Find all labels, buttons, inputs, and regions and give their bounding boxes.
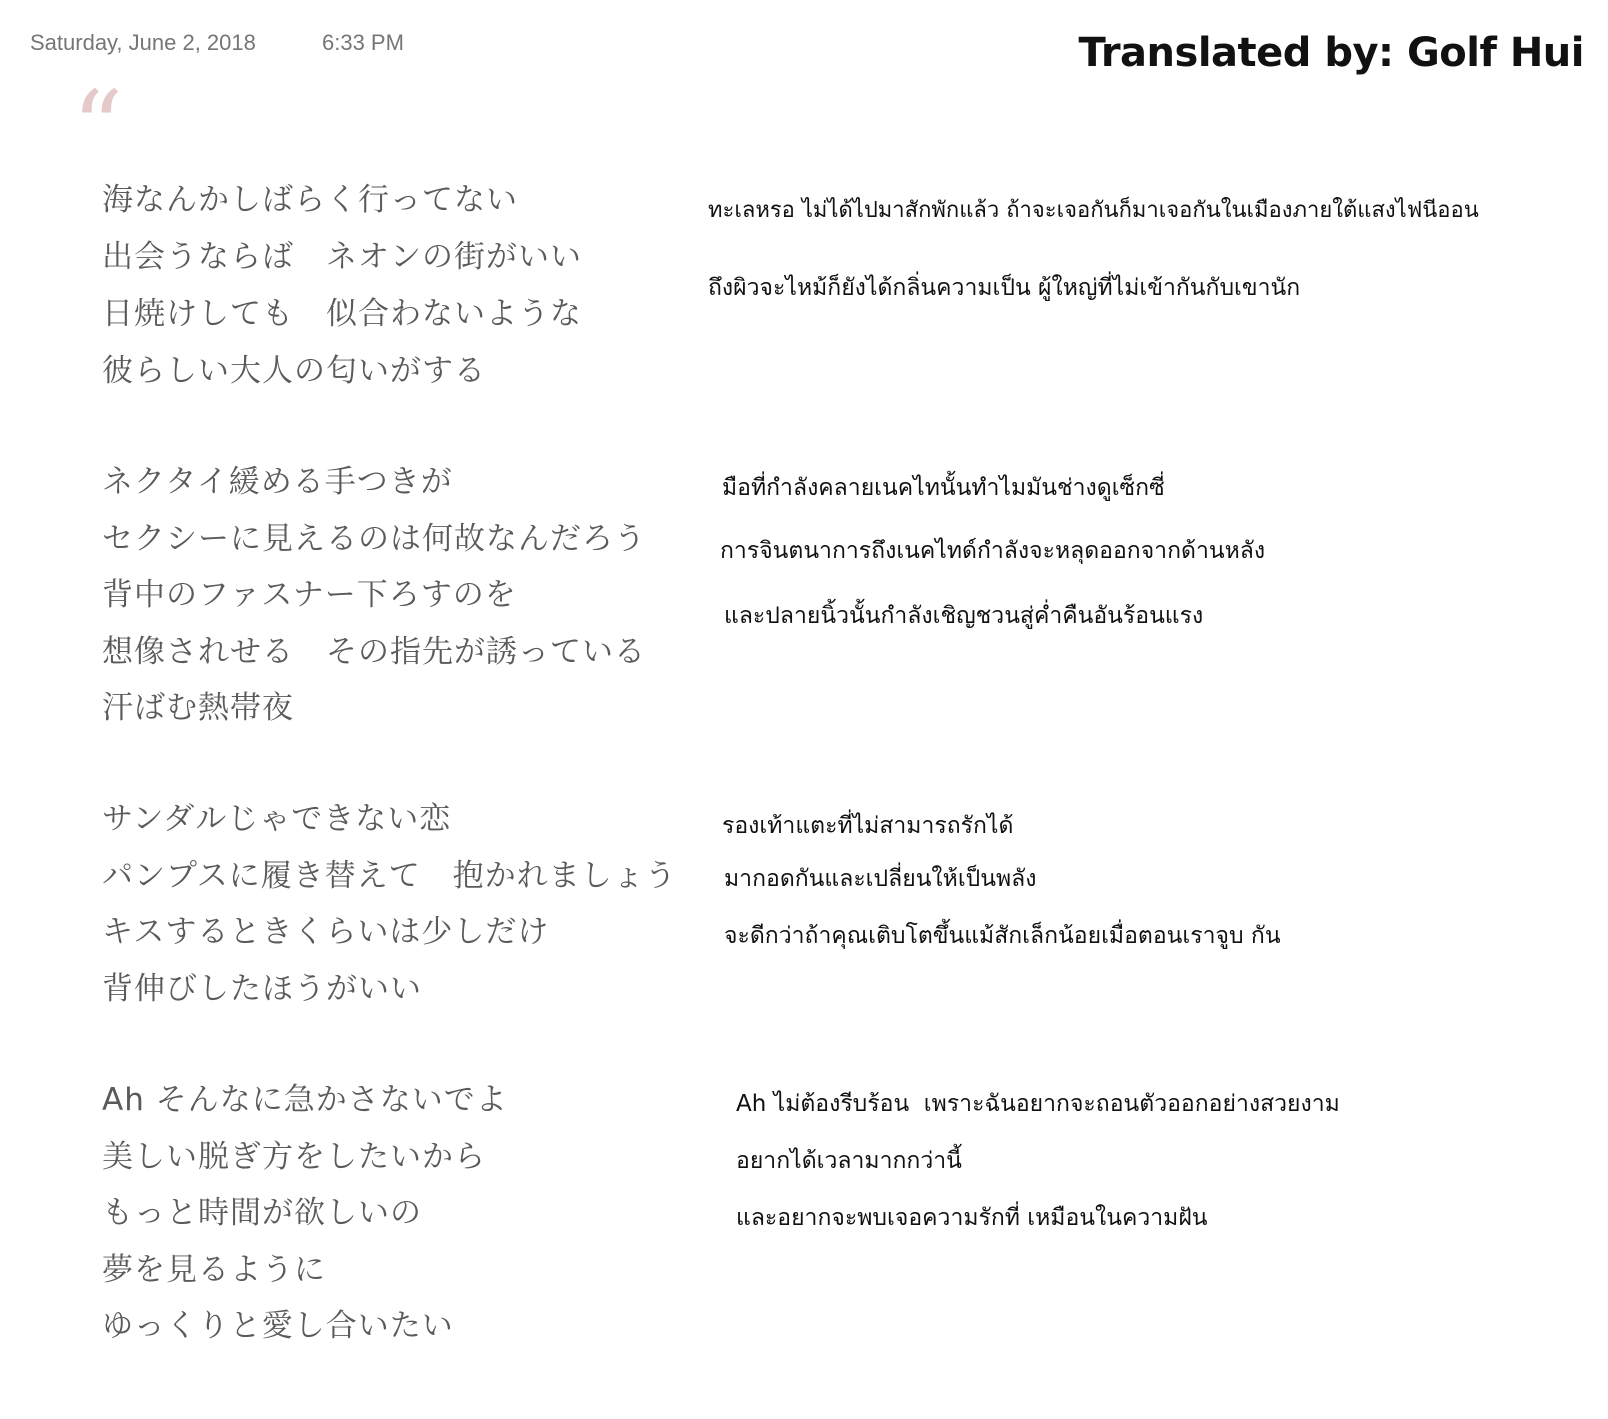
japanese-lyric-line: 海なんかしばらく行ってない — [102, 182, 518, 218]
japanese-lyric-line: 汗ばむ熱帯夜 — [102, 690, 294, 726]
japanese-lyric-line: 日焼けしても 似合わないような — [102, 296, 582, 332]
thai-translation-line: มากอดกันและเปลี่ยนให้เป็นพลัง — [724, 866, 1037, 892]
japanese-lyric-line: サンダルじゃできない恋 — [102, 801, 452, 837]
japanese-lyric-line: Ah そんなに急かさないでよ — [102, 1082, 508, 1118]
thai-translation-line: ถึงผิวจะไหม้ก็ยังได้กลิ่นความเป็น ผู้ใหญ่ที่ไม่เข้ากันกับเขานัก — [708, 275, 1301, 301]
japanese-lyric-line: 背伸びしたほうがいい — [102, 971, 422, 1007]
japanese-lyric-line: セクシーに見えるのは何故なんだろう — [102, 521, 646, 557]
japanese-lyric-line: 出会うならば ネオンの街がいい — [102, 239, 582, 275]
japanese-lyric-line: キスするときくらいは少しだけ — [102, 914, 550, 950]
thai-translation-line: Ah ไม่ต้องรีบร้อน เพราะฉันอยากจะถอนตัวออกอย่างสวยงาม — [736, 1091, 1340, 1117]
japanese-lyric-line: ネクタイ緩める手つきが — [102, 464, 453, 500]
quote-mark-icon: “ — [72, 69, 124, 186]
page-time: 6:33 PM — [322, 30, 404, 55]
thai-translation-line: มือที่กำลังคลายเนคไทนั้นทำไมมันช่างดูเซ็กซี่ — [722, 475, 1165, 501]
thai-translation-line: การจินตนาการถึงเนคไทด์กำลังจะหลุดออกจากด้านหลัง — [720, 538, 1266, 564]
japanese-lyric-line: ゆっくりと愛し合いたい — [102, 1308, 454, 1344]
thai-translation-line: และปลายนิ้วนั้นกำลังเชิญชวนสู่ค่ำคืนอันร้อนแรง — [724, 603, 1204, 629]
japanese-lyric-line: 彼らしい大人の匂いがする — [102, 353, 486, 389]
thai-translation-line: รองเท้าแตะที่ไม่สามารถรักได้ — [722, 813, 1014, 839]
japanese-lyric-line: 夢を見るように — [102, 1252, 326, 1288]
thai-translation-line: อยากได้เวลามากกว่านี้ — [736, 1148, 962, 1174]
japanese-lyric-line: もっと時間が欲しいの — [102, 1195, 422, 1231]
japanese-lyric-line: 想像されせる その指先が誘っている — [102, 634, 646, 670]
thai-translation-line: จะดีกว่าถ้าคุณเติบโตขึ้นแม้สักเล็กน้อยเมื่อตอนเราจูบ กัน — [724, 923, 1281, 949]
page-date: Saturday, June 2, 2018 — [30, 30, 256, 55]
japanese-lyric-line: 背中のファスナー下ろすのを — [102, 577, 517, 613]
japanese-lyric-line: 美しい脱ぎ方をしたいから — [102, 1139, 486, 1175]
japanese-lyric-line: パンプスに履き替えて 抱かれましょう — [102, 858, 677, 894]
translator-credit: Translated by: Golf Hui — [1078, 30, 1584, 76]
thai-translation-line: ทะเลหรอ ไม่ได้ไปมาสักพักแล้ว ถ้าจะเจอกันก็มาเจอกันในเมืองภายใต้แสงไฟนีออน — [708, 198, 1479, 223]
thai-translation-line: และอยากจะพบเจอความรักที่ เหมือนในความฝัน — [736, 1205, 1208, 1231]
